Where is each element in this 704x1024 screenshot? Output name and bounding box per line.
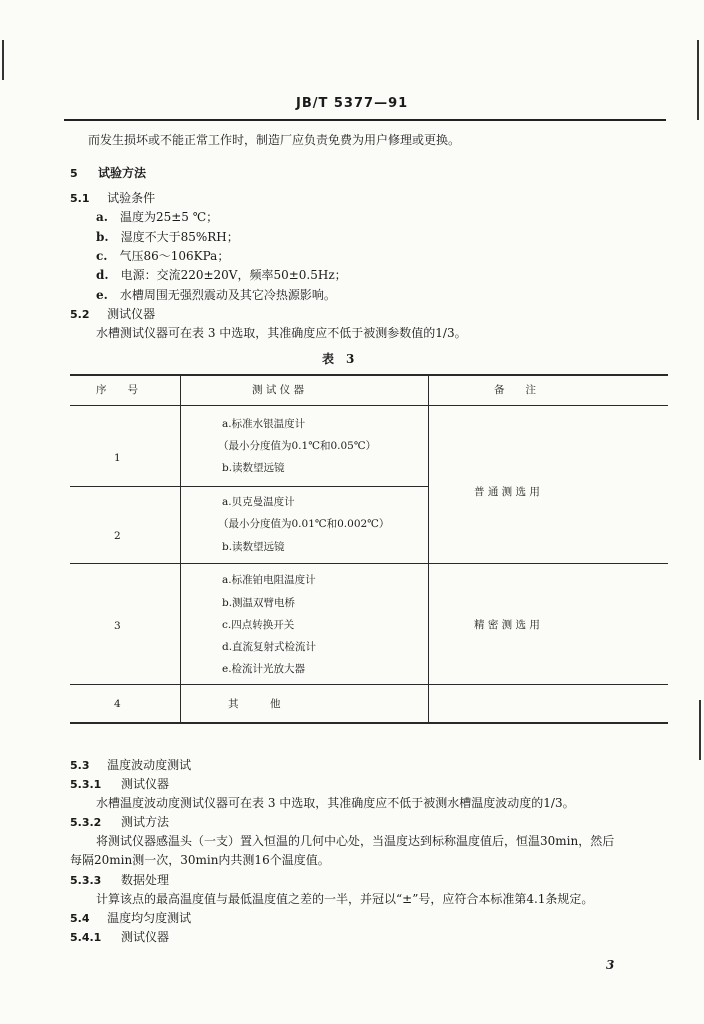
table-3-caption: 表 3 <box>322 352 355 366</box>
table-row-1-instrument-a: a.标准水银温度计 <box>222 418 306 430</box>
table-row-3-instrument-a: a.标准铂电阻温度计 <box>222 574 316 586</box>
table-row-3-instrument-d: d.直流复射式检流计 <box>222 641 317 653</box>
table-row-3-instrument-c: c.四点转换开关 <box>222 619 295 631</box>
table-col-divider <box>428 374 429 723</box>
section-title: 测试仪器 <box>120 930 169 944</box>
section-title: 测试仪器 <box>120 777 169 791</box>
scan-edge-mark <box>697 40 699 120</box>
table-header-instrument: 测 试 仪 器 <box>252 384 305 396</box>
table-row-1-no: 1 <box>114 452 121 464</box>
section-5-3-2-heading <box>70 815 169 830</box>
table-row-3-instrument-b: b.测温双臂电桥 <box>222 597 296 609</box>
section-title: 测试方法 <box>120 815 169 829</box>
table-row-divider <box>70 684 668 685</box>
section-number: 5.3.1 <box>70 778 102 791</box>
table-col-divider <box>180 374 181 723</box>
section-5-heading <box>70 166 146 181</box>
section-title: 试验条件 <box>107 191 156 205</box>
section-5-3-2-text-line-2: 每隔20min测一次，30min内共测16个温度值。 <box>70 853 330 867</box>
condition-item-a: a. 温度为25±5 ℃； <box>96 210 219 224</box>
section-number: 5 <box>70 167 78 180</box>
condition-item-d: d. 电源：交流220±20V，频率50±0.5Hz； <box>96 268 347 282</box>
section-title: 试验方法 <box>98 166 147 180</box>
table-row-4-no: 4 <box>114 698 121 710</box>
section-number: 5.4 <box>70 912 90 925</box>
section-title: 数据处理 <box>120 873 169 887</box>
intro-line: 而发生损坏或不能正常工作时，制造厂应负责免费为用户修理或更换。 <box>88 133 461 147</box>
section-5-2-text: 水槽测试仪器可在表 3 中选取，其准确度应不低于被测参数值的1/3。 <box>96 326 467 340</box>
section-number: 5.3.2 <box>70 816 102 829</box>
section-5-4-1-heading <box>70 930 169 945</box>
table-header-no: 序 号 <box>96 384 138 396</box>
table-row-2-instrument-a: a.贝克曼温度计 <box>222 496 295 508</box>
table-row-divider <box>70 563 668 564</box>
table-row-4-instrument: 其 他 <box>228 698 281 710</box>
section-number: 5.1 <box>70 192 90 205</box>
table-row-2-instrument-b: b.读数望远镜 <box>222 541 285 553</box>
table-bottom-border <box>70 722 668 724</box>
table-row-1-instrument-b: b.读数望远镜 <box>222 462 285 474</box>
scan-edge-mark <box>2 40 4 80</box>
table-row-3-no: 3 <box>114 620 121 632</box>
section-number: 5.3.3 <box>70 874 102 887</box>
table-row-3-instrument-e: e.检流计光放大器 <box>222 663 306 675</box>
section-5-3-1-heading <box>70 777 169 792</box>
section-5-3-1-text: 水槽温度波动度测试仪器可在表 3 中选取，其准确度应不低于被测水槽温度波动度的1/3。 <box>96 796 575 810</box>
scan-edge-mark <box>699 700 701 760</box>
condition-item-b: b. 湿度不大于85%RH； <box>96 230 239 244</box>
section-title: 温度均匀度测试 <box>107 911 192 925</box>
section-title: 温度波动度测试 <box>107 758 192 772</box>
section-5-3-3-text: 计算该点的最高温度值与最低温度值之差的一半，并冠以“±”号，应符合本标准第4.1条规定。 <box>96 892 594 906</box>
section-number: 5.2 <box>70 308 90 321</box>
table-top-border <box>70 374 668 376</box>
section-number: 5.3 <box>70 759 90 772</box>
table-row-2-instrument-range: （最小分度值为0.01℃和0.002℃） <box>218 518 390 530</box>
table-header-remark: 备 注 <box>494 384 536 396</box>
section-number: 5.4.1 <box>70 931 102 944</box>
section-5-3-2-text-line-1: 将测试仪器感温头（一支）置入恒温的几何中心处，当温度达到标称温度值后，恒温30min，然后 <box>96 834 615 848</box>
section-5-2-heading <box>70 307 155 322</box>
section-5-1-heading <box>70 191 155 206</box>
table-row-2-no: 2 <box>114 530 121 542</box>
section-title: 测试仪器 <box>107 307 156 321</box>
table-remark-general: 普 通 测 选 用 <box>474 486 540 498</box>
header-rule <box>64 119 666 121</box>
document-code-header: JB/T 5377—91 <box>296 96 409 111</box>
table-header-divider <box>70 405 668 406</box>
section-5-4-heading <box>70 911 191 926</box>
condition-item-e: e. 水槽周围无强烈震动及其它冷热源影响。 <box>96 288 336 302</box>
section-5-3-heading <box>70 758 191 773</box>
table-remark-precision: 精 密 测 选 用 <box>474 619 540 631</box>
condition-item-c: c. 气压86～106KPa； <box>96 249 230 263</box>
table-row-divider <box>70 486 428 487</box>
page-number: 3 <box>606 958 615 972</box>
table-row-1-instrument-range: （最小分度值为0.1℃和0.05℃） <box>218 440 377 452</box>
section-5-3-3-heading <box>70 873 169 888</box>
